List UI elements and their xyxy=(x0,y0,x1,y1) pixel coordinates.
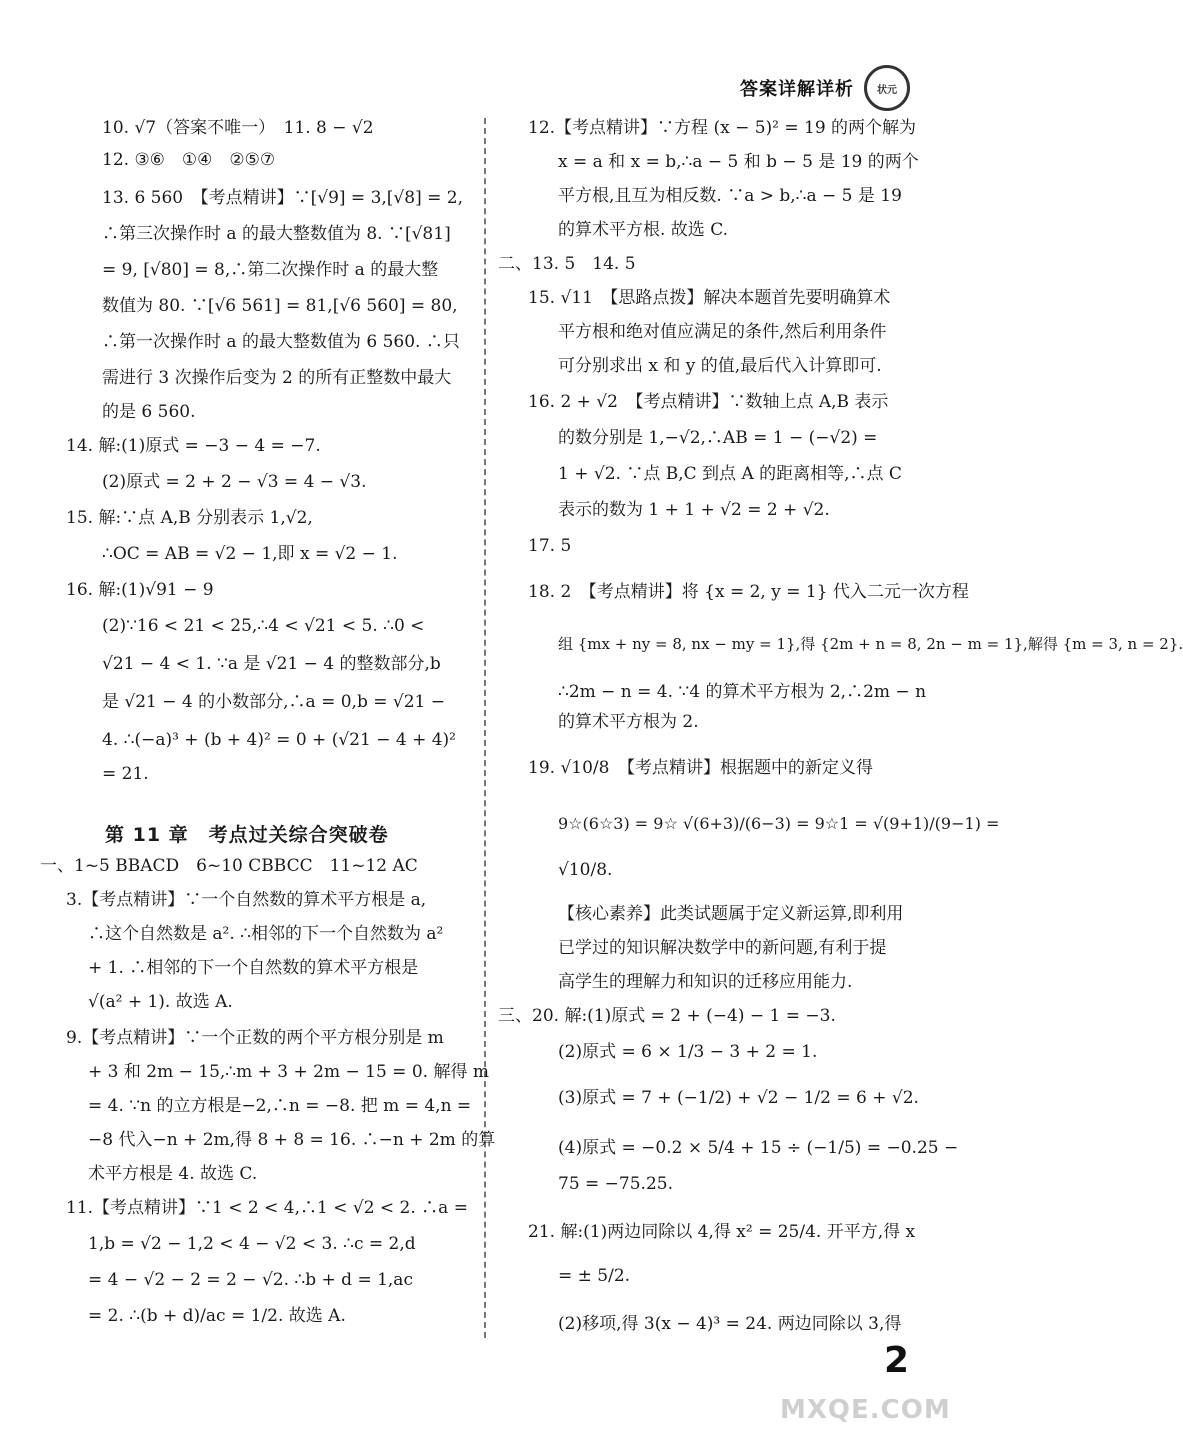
answer-line: 12.【考点精讲】∵方程 (x − 5)² = 19 的两个解为 xyxy=(528,118,917,138)
answer-line: = 9, [√80] = 8,∴第二次操作时 a 的最大整 xyxy=(102,260,439,280)
answer-line: 术平方根是 4. 故选 C. xyxy=(88,1164,258,1184)
answer-line: 21. 解:(1)两边同除以 4,得 x² = 25/4. 开平方,得 x xyxy=(528,1222,916,1242)
answer-line: 的数分别是 1,−√2,∴AB = 1 − (−√2) = xyxy=(558,428,878,448)
answer-line: + 1. ∴相邻的下一个自然数的算术平方根是 xyxy=(88,958,419,978)
answer-line: √10/8. xyxy=(558,860,613,880)
answer-line: 12. ③⑥ ①④ ②⑤⑦ xyxy=(102,150,276,170)
logo-text: 状元 xyxy=(877,84,897,96)
header-title: 答案详解详析 xyxy=(740,79,854,100)
answer-line: 15. 解:∵点 A,B 分别表示 1,√2, xyxy=(66,508,313,528)
answer-line: √21 − 4 < 1. ∵a 是 √21 − 4 的整数部分,b xyxy=(102,654,441,674)
answer-line: 三、20. 解:(1)原式 = 2 + (−4) − 1 = −3. xyxy=(498,1006,836,1026)
answer-line: 【核心素养】此类试题属于定义新运算,即利用 xyxy=(558,904,904,924)
answer-line: 已学过的知识解决数学中的新问题,有利于提 xyxy=(558,938,887,958)
answer-line: 9.【考点精讲】∵一个正数的两个平方根分别是 m xyxy=(66,1028,444,1048)
page-header xyxy=(740,62,910,114)
answer-line: ∴2m − n = 4. ∵4 的算术平方根为 2,∴2m − n xyxy=(558,682,927,702)
answer-line: ∴第一次操作时 a 的最大整数值为 6 560. ∴只 xyxy=(102,332,460,352)
answer-line: −8 代入−n + 2m,得 8 + 8 = 16. ∴−n + 2m 的算 xyxy=(88,1130,496,1150)
answer-line: (2)移项,得 3(x − 4)³ = 24. 两边同除以 3,得 xyxy=(558,1314,902,1334)
answer-line: 可分别求出 x 和 y 的值,最后代入计算即可. xyxy=(558,356,882,376)
column-divider xyxy=(484,118,486,1338)
answer-line: x = a 和 x = b,∴a − 5 和 b − 5 是 19 的两个 xyxy=(558,152,919,172)
answer-line: 平方根和绝对值应满足的条件,然后利用条件 xyxy=(558,322,887,342)
answer-line: 14. 解:(1)原式 = −3 − 4 = −7. xyxy=(66,436,321,456)
answer-line: 组 {mx + ny = 8, nx − my = 1},得 {2m + n = 8, 2n − m = 1},解得 {m = 3, n = 2}. xyxy=(558,635,1183,653)
answer-line: 75 = −75.25. xyxy=(558,1174,673,1194)
answer-line: = 4. ∵n 的立方根是−2,∴n = −8. 把 m = 4,n = xyxy=(88,1096,472,1116)
answer-line: 4. ∴(−a)³ + (b + 4)² = 0 + (√21 − 4 + 4)² xyxy=(102,730,456,750)
answer-line: 的是 6 560. xyxy=(102,402,196,422)
answer-line: 需进行 3 次操作后变为 2 的所有正整数中最大 xyxy=(102,368,452,388)
answer-line: = 21. xyxy=(102,764,149,784)
answer-line: (4)原式 = −0.2 × 5/4 + 15 ÷ (−1/5) = −0.25 − xyxy=(558,1138,959,1158)
answer-line: 18. 2 【考点精讲】将 {x = 2, y = 1} 代入二元一次方程 xyxy=(528,582,969,602)
answer-line: = 4 − √2 − 2 = 2 − √2. ∴b + d = 1,ac xyxy=(88,1270,413,1290)
answer-line: 平方根,且互为相反数. ∵a > b,∴a − 5 是 19 xyxy=(558,186,902,206)
page-number: 2 xyxy=(884,1340,910,1381)
answer-line: 1,b = √2 − 1,2 < 4 − √2 < 3. ∴c = 2,d xyxy=(88,1234,416,1254)
answer-line: 1 + √2. ∵点 B,C 到点 A 的距离相等,∴点 C xyxy=(558,464,902,484)
answer-line: 的算术平方根. 故选 C. xyxy=(558,220,729,240)
brand-logo xyxy=(864,65,910,111)
answer-line: 3.【考点精讲】∵一个自然数的算术平方根是 a, xyxy=(66,890,427,910)
chapter-title: 第 11 章 考点过关综合突破卷 xyxy=(105,824,389,846)
answer-line: 13. 6 560 【考点精讲】∵[√9] = 3,[√8] = 2, xyxy=(102,188,463,208)
answer-line: 16. 2 + √2 【考点精讲】∵数轴上点 A,B 表示 xyxy=(528,392,889,412)
answer-line: 15. √11 【思路点拨】解决本题首先要明确算术 xyxy=(528,288,891,308)
answer-line: 19. √10/8 【考点精讲】根据题中的新定义得 xyxy=(528,758,873,778)
answer-line: (3)原式 = 7 + (−1/2) + √2 − 1/2 = 6 + √2. xyxy=(558,1088,919,1108)
answer-line: + 3 和 2m − 15,∴m + 3 + 2m − 15 = 0. 解得 m xyxy=(88,1062,489,1082)
answer-line: ∴这个自然数是 a². ∴相邻的下一个自然数为 a² xyxy=(88,924,444,944)
answer-line: (2)∵16 < 21 < 25,∴4 < √21 < 5. ∴0 < xyxy=(102,616,425,636)
answer-line: 表示的数为 1 + 1 + √2 = 2 + √2. xyxy=(558,500,830,520)
answer-line: = 2. ∴(b + d)/ac = 1/2. 故选 A. xyxy=(88,1306,346,1326)
answer-line: (2)原式 = 6 × 1/3 − 3 + 2 = 1. xyxy=(558,1042,818,1062)
watermark: MXQE.COM xyxy=(780,1395,951,1425)
answer-line: 一、1~5 BBACD 6~10 CBBCC 11~12 AC xyxy=(40,856,418,876)
answer-line: 二、13. 5 14. 5 xyxy=(498,254,636,274)
answer-line: 10. √7（答案不唯一） 11. 8 − √2 xyxy=(102,118,374,138)
answer-line: 16. 解:(1)√91 − 9 xyxy=(66,580,214,600)
answer-line: 17. 5 xyxy=(528,536,572,556)
answer-line: √(a² + 1). 故选 A. xyxy=(88,992,233,1012)
answer-line: 数值为 80. ∵[√6 561] = 81,[√6 560] = 80, xyxy=(102,296,458,316)
answer-line: 是 √21 − 4 的小数部分,∴a = 0,b = √21 − xyxy=(102,692,445,712)
answer-line: ∴第三次操作时 a 的最大整数值为 8. ∵[√81] xyxy=(102,224,451,244)
answer-line: 9☆(6☆3) = 9☆ √(6+3)/(6−3) = 9☆1 = √(9+1)/(9−1) = xyxy=(558,814,1000,833)
answer-line: ∴OC = AB = √2 − 1,即 x = √2 − 1. xyxy=(102,544,398,564)
answer-line: 11.【考点精讲】∵1 < 2 < 4,∴1 < √2 < 2. ∴a = xyxy=(66,1198,468,1218)
answer-line: = ± 5/2. xyxy=(558,1266,631,1286)
answer-line: (2)原式 = 2 + 2 − √3 = 4 − √3. xyxy=(102,472,367,492)
answer-line: 的算术平方根为 2. xyxy=(558,712,699,732)
answer-line: 高学生的理解力和知识的迁移应用能力. xyxy=(558,972,853,992)
